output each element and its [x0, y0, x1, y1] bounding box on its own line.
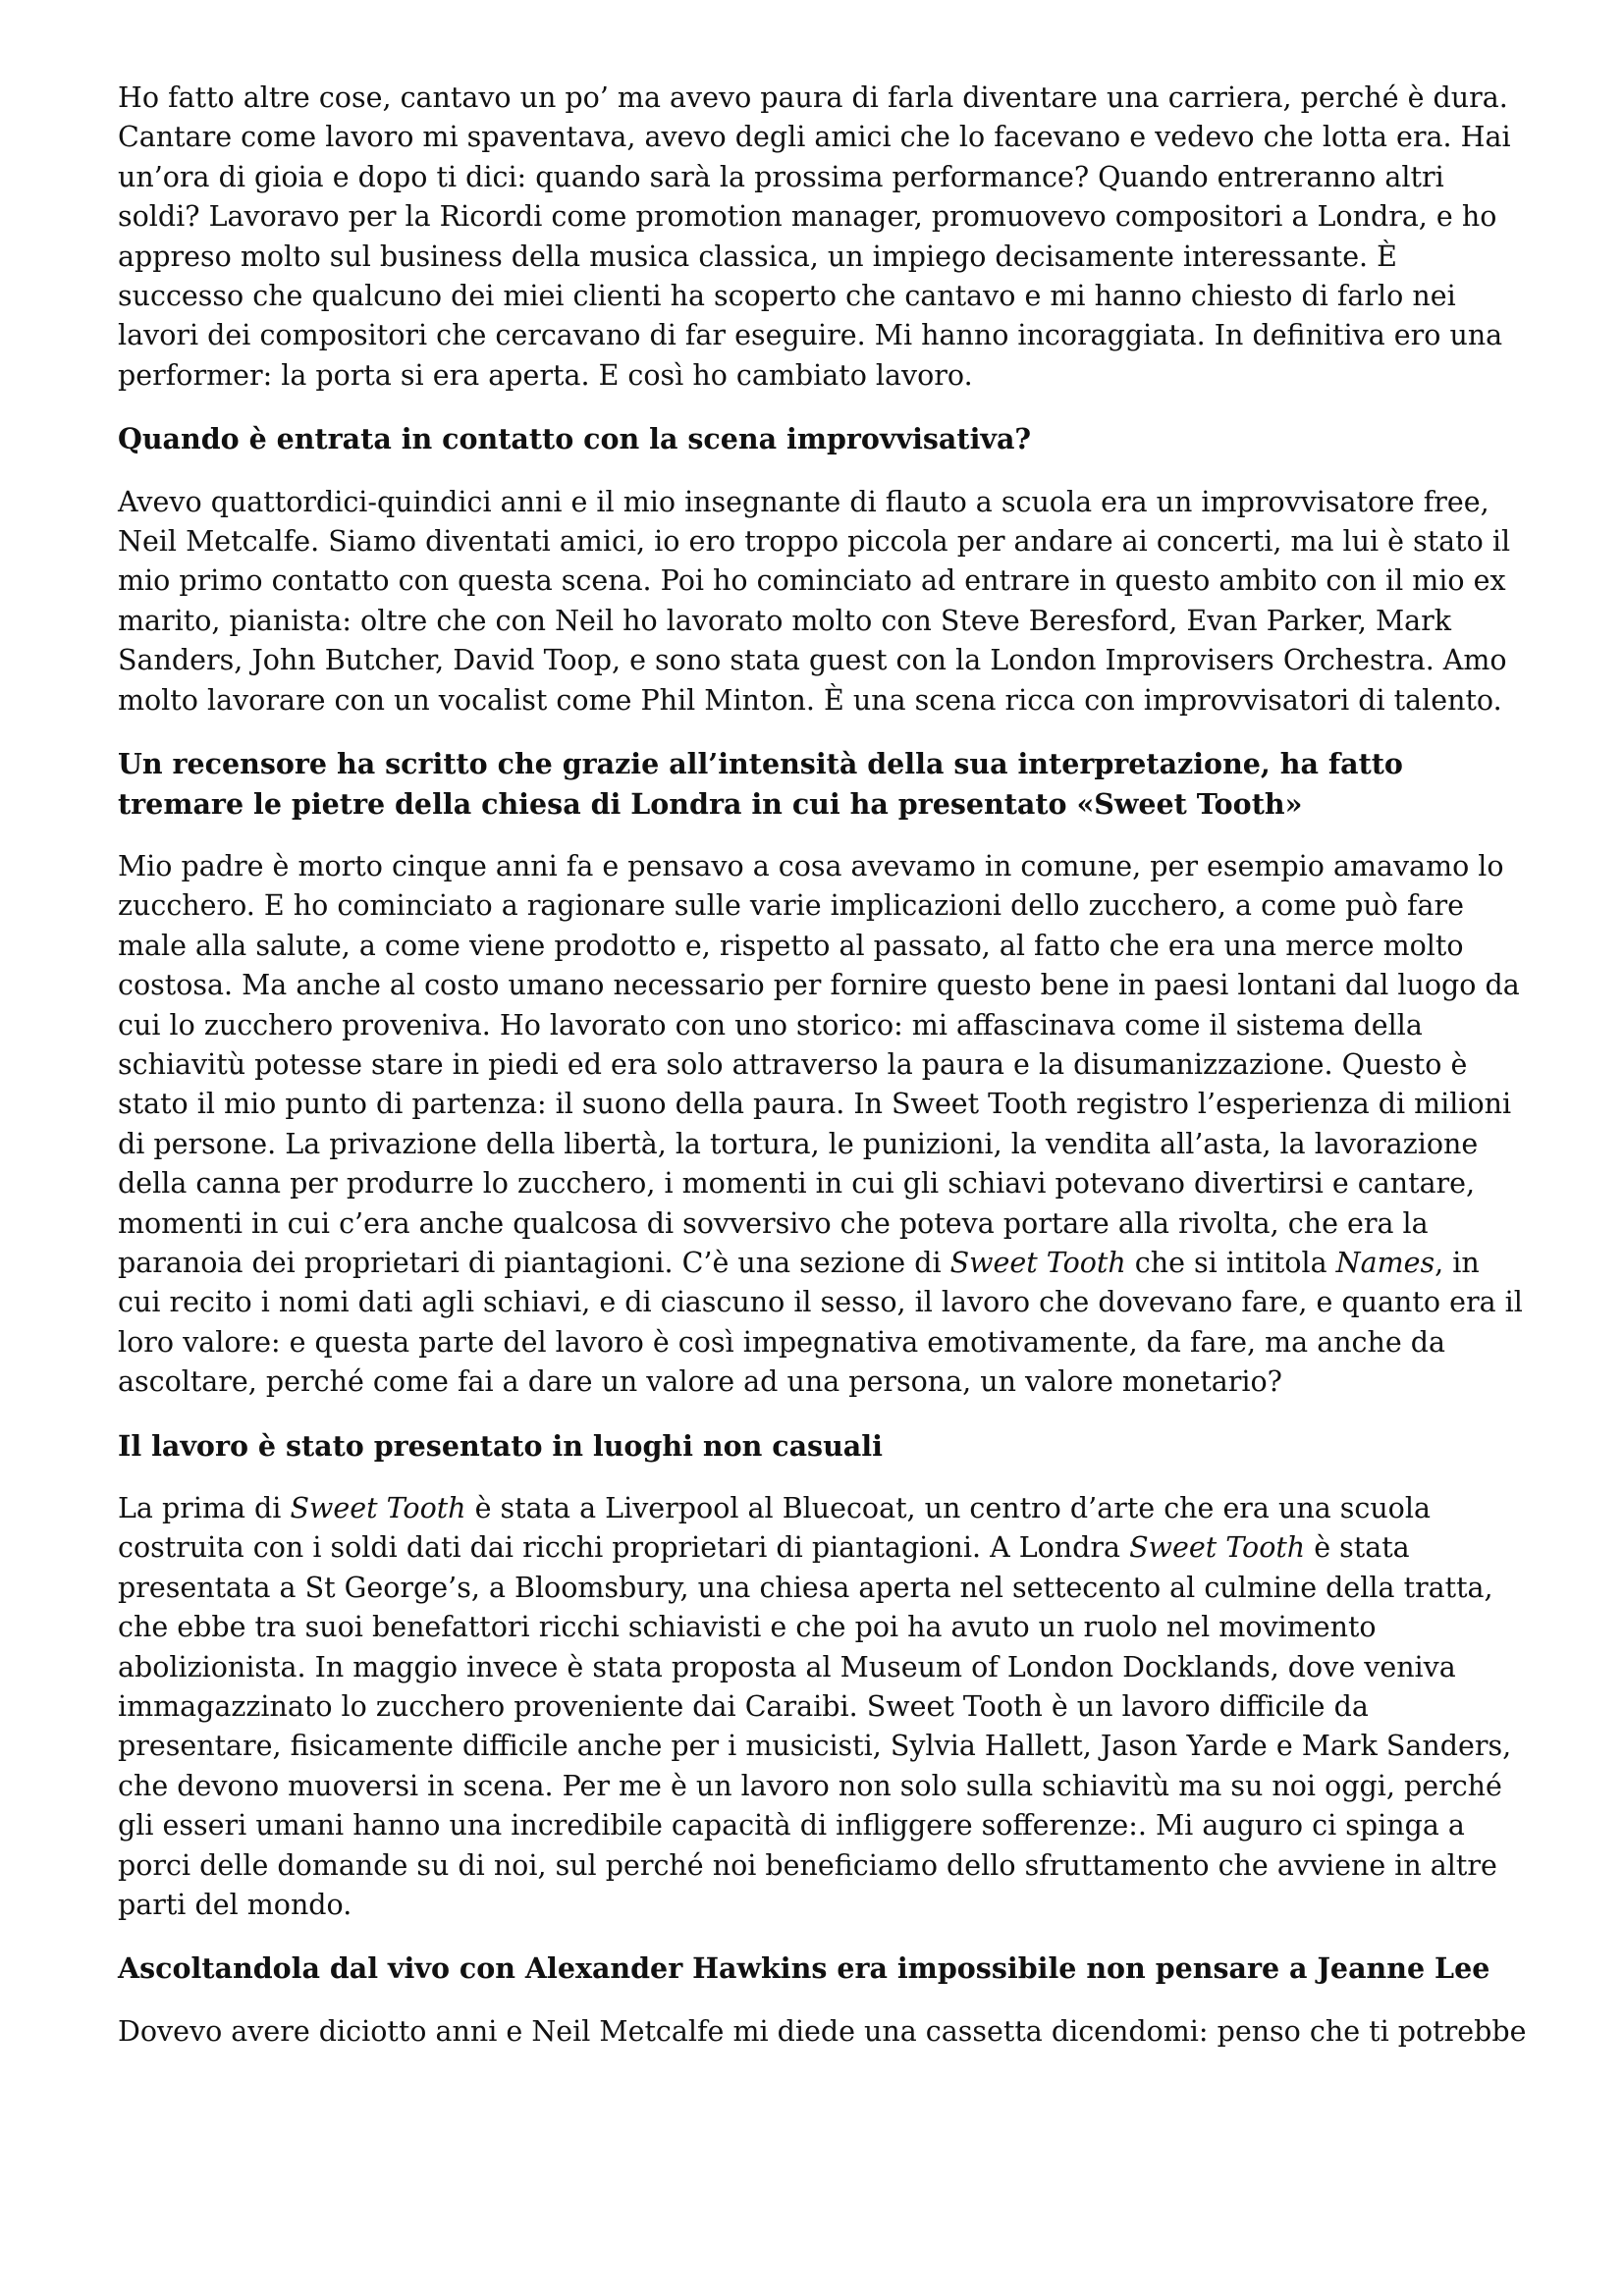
- interview-question: Un recensore ha scritto che grazie all’intensità della sua interpretazione, ha fatto tremare le pietre della chiesa di Londra in cui ha presentato «Sweet Tooth»: [118, 747, 1403, 821]
- paragraph-text: Ho fatto altre cose, cantavo un po’ ma avevo paura di farla diventare una carriera, perché è dura. Cantare come lavoro mi spaventava, avevo degli amici che lo facevano e vedevo che lotta era. Hai un’ora di gioia e dopo ti dici: quando sarà la prossima performance? Quando entreranno altri soldi? Lavoravo per la Ricordi come promotion manager, promuovevo compositori a Londra, e ho appreso molto sul business della musica classica, un impiego decisamente interessante. È successo che qualcuno dei miei clienti ha scoperto che cantavo e mi hanno chiesto di farlo nei lavori dei compositori che cercavano di far eseguire. Mi hanno incoraggiata. In definitiva ero una performer: la porta si era aperta. E così ho cambiato lavoro.: [118, 81, 1511, 392]
- answer-paragraph: [118, 483, 1528, 721]
- block-gap: [118, 396, 1528, 419]
- italic-title: Sweet Tooth: [1129, 1531, 1306, 1565]
- italic-title: Sweet Tooth: [290, 1492, 466, 1524]
- paragraph-text: Avevo quattordici-quindici anni e il mio insegnante di flauto a scuola era un improvvisatore free, Neil Metcalfe. Siamo diventati amici, io ero troppo piccola per andare ai concerti, ma lui è stato il mio primo contatto con questa scena. Poi ho cominciato ad entrare in questo ambito con il mio ex marito, pianista: oltre che con Neil ho lavorato molto con Steve Beresford, Evan Parker, Mark Sanders, John Butcher, David Toop, e sono stata guest con la London Improvisers Orchestra. Amo molto lavorare con un vocalist come Phil Minton. È una scena ricca con improvvisatori di talento.: [118, 485, 1511, 717]
- answer-paragraph: [118, 79, 1528, 396]
- answer-paragraph: [118, 1489, 1528, 1925]
- block-gap: [118, 459, 1528, 483]
- paragraph-text: Mio padre è morto cinque anni fa e pensavo a cosa avevamo in comune, per esempio amavamo lo zucchero. E ho cominciato a ragionare sulle varie implicazioni dello zucchero, a come può fare male alla salute, a come viene prodotto e, rispetto al passato, al fatto che era una merce molto costosa. Ma anche al costo umano necessario per fornire questo bene in paesi lontani dal luogo da cui lo zucchero proveniva. Ho lavorato con uno storico: mi affascinava come il sistema della schiavitù potesse stare in piedi ed era solo attraverso la paura e la disumanizzazione. Questo è stato il mio punto di partenza: il suono della paura. In Sweet Tooth registro l’esperienza di milioni di persone. La privazione della libertà, la tortura, le punizioni, la vendita all’asta, la lavorazione della canna per produrre lo zucchero, i momenti in cui gli schiavi potevano divertirsi e cantare, momenti in cui c’era anche qualcosa di sovversivo che poteva portare alla rivolta, che era la paranoia dei proprietari di piantagioni. C’è una sezione di: [118, 849, 1520, 1279]
- block-gap: [118, 1989, 1528, 2012]
- answer-paragraph: [118, 847, 1528, 1403]
- interview-question: Quando è entrata in contatto con la scena improvvisativa?: [118, 422, 1032, 456]
- block-gap: [118, 721, 1528, 744]
- paragraph-text: è stata a Liverpool al Bluecoat, un centro d’arte che era una scuola costruita con i soldi dati dai ricchi proprietari di piantagioni. A Londra: [118, 1492, 1431, 1565]
- paragraph-text: è stata presentata a St George’s, a Bloomsbury, una chiesa aperta nel settecento al culmine della tratta, che ebbe tra suoi benefattori ricchi schiavisti e che poi ha avuto un ruolo nel movimento abolizionista. In maggio invece è stata proposta al Museum of London Docklands, dove veniva immagazzinato lo zucchero proveniente dai Caraibi. Sweet Tooth è un lavoro difficile da presentare, fisicamente difficile anche per i musicisti, Sylvia Hallett, Jason Yarde e Mark Sanders, che devono muoversi in scena. Per me è un lavoro non solo sulla schiavitù ma su noi oggi, perché gli esseri umani hanno una incredibile capacità di infliggere sofferenze:. Mi auguro ci spinga a porci delle domande su di noi, sul perché noi beneficiamo dello sfruttamento che avviene in altre parti del mondo.: [118, 1531, 1512, 1922]
- paragraph-text: Dovevo avere diciotto anni e Neil Metcalfe mi diede una cassetta dicendomi: penso che ti potrebbe: [118, 2014, 1527, 2048]
- italic-title: Names: [1335, 1246, 1435, 1279]
- block-gap: [118, 824, 1528, 847]
- italic-title: Sweet Tooth: [949, 1246, 1126, 1279]
- article-body: [118, 79, 1528, 2052]
- block-gap: [118, 1466, 1528, 1489]
- block-gap: [118, 1925, 1528, 1949]
- block-gap: [118, 1403, 1528, 1426]
- paragraph-text: La prima di: [118, 1492, 291, 1524]
- paragraph-text: che si intitola: [1125, 1246, 1336, 1279]
- answer-paragraph: [118, 2012, 1528, 2052]
- interview-question: Ascoltandola dal vivo con Alexander Hawkins era impossibile non pensare a Jeanne Lee: [118, 1951, 1490, 1986]
- paragraph-text: , in cui recito i nomi dati agli schiavi, e di ciascuno il sesso, il lavoro che dovevano fare, e quanto era il loro valore: e questa parte del lavoro è così impegnativa emotivamente, da fare, ma anche da ascoltare, perché come fai a dare un valore ad una persona, un valore monetario?: [118, 1246, 1523, 1399]
- interview-question: Il lavoro è stato presentato in luoghi non casuali: [118, 1428, 883, 1463]
